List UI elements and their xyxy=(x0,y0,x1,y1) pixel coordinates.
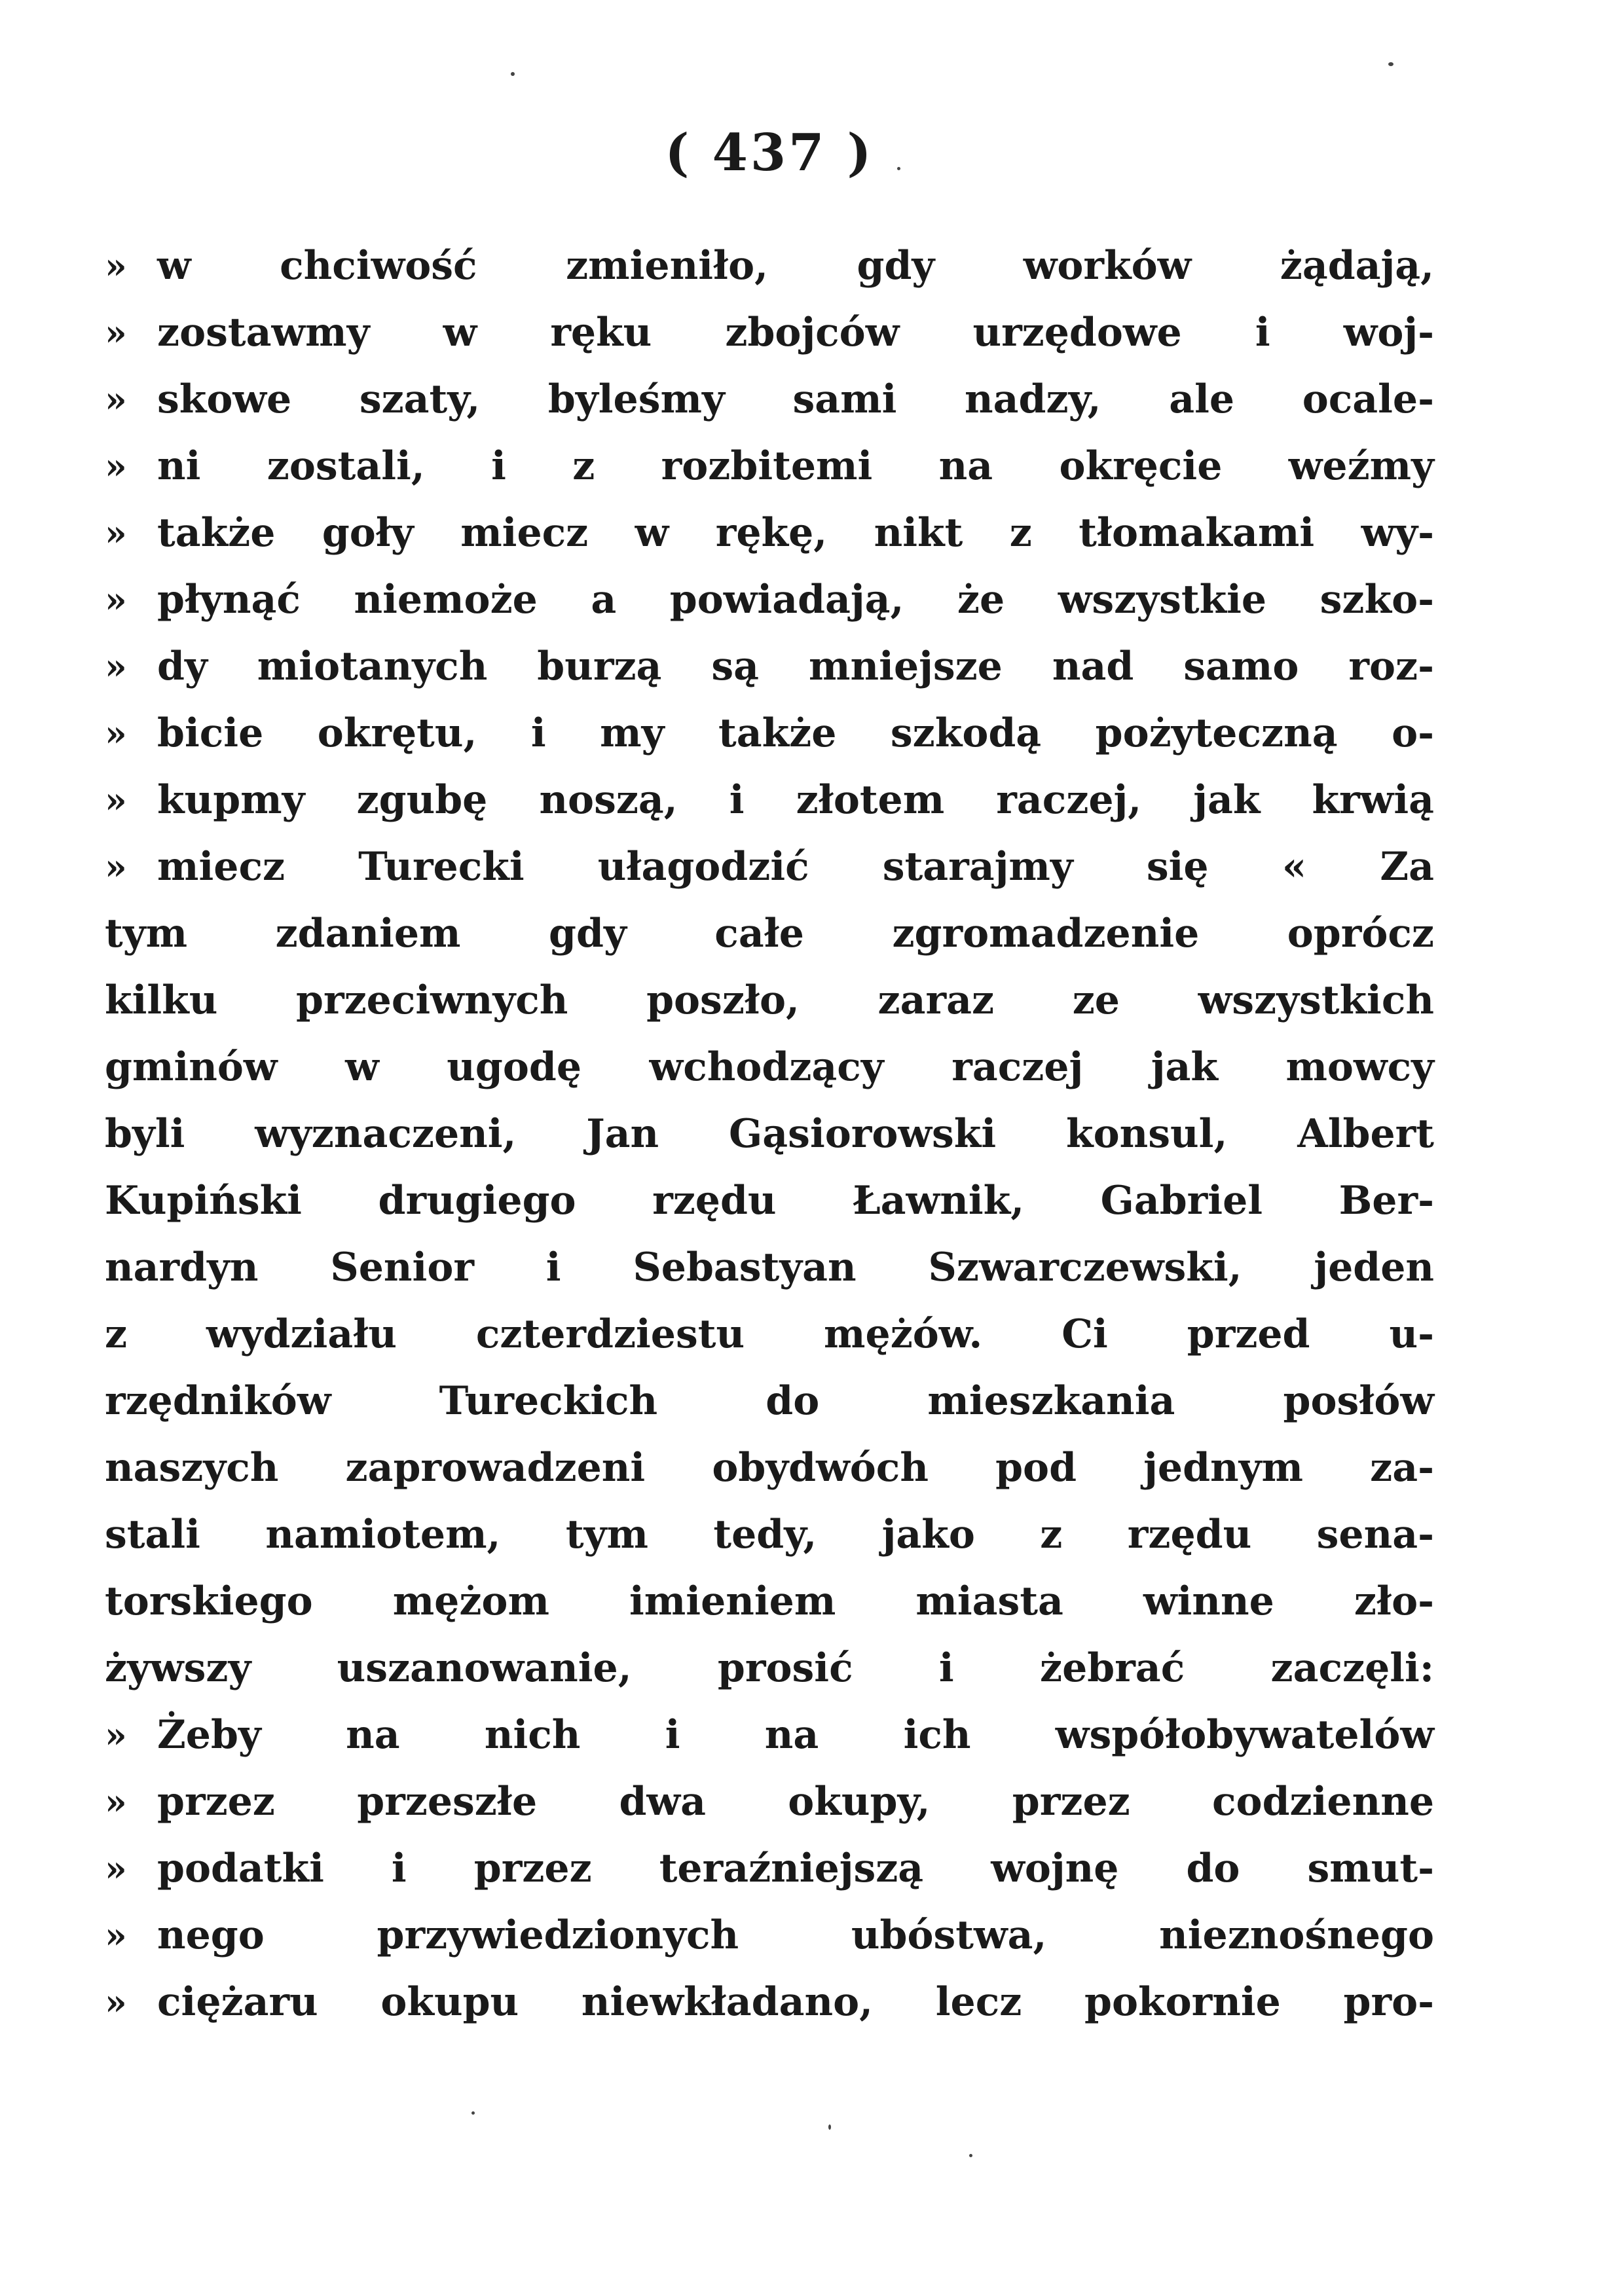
text-line xyxy=(105,1501,1434,1568)
text-line xyxy=(105,1768,1434,1835)
line-text: ciężaru okupu niewkładano, lecz pokornie pro- xyxy=(157,1979,1434,2025)
quote-mark: » xyxy=(105,579,127,621)
text-line xyxy=(105,633,1434,700)
quote-mark: » xyxy=(105,445,127,487)
line-text: ni zostali, i z rozbitemi na okręcie weźmy xyxy=(157,443,1434,489)
quote-mark: » xyxy=(105,779,127,821)
quote-mark: » xyxy=(105,1914,127,1956)
text-line xyxy=(105,1835,1434,1902)
line-text: podatki i przez teraźniejszą wojnę do smut- xyxy=(157,1846,1434,1891)
body-text xyxy=(105,232,1434,2035)
line-text: naszych zaprowadzeni obydwóch pod jednym za- xyxy=(105,1445,1434,1491)
quote-mark: » xyxy=(105,1848,127,1889)
quote-mark: » xyxy=(105,646,127,687)
line-text: także goły miecz w rękę, nikt z tłomakami wy- xyxy=(157,510,1434,556)
line-text: nego przywiedzionych ubóstwa, nieznośnego xyxy=(157,1912,1434,1958)
text-line xyxy=(105,500,1434,566)
print-speck xyxy=(969,2154,972,2157)
quote-mark: » xyxy=(105,512,127,554)
text-line xyxy=(105,566,1434,633)
line-text: z wydziału czterdziestu mężów. Ci przed u- xyxy=(105,1311,1434,1357)
print-speck xyxy=(511,72,515,76)
text-line xyxy=(105,232,1434,299)
text-line xyxy=(105,1902,1434,1969)
text-line xyxy=(105,433,1434,500)
line-text: stali namiotem, tym tedy, jako z rzędu sena- xyxy=(105,1512,1434,1558)
line-text: w chciwość zmieniło, gdy worków żądają, xyxy=(157,243,1434,289)
text-line xyxy=(105,366,1434,433)
print-speck xyxy=(897,167,900,170)
text-line xyxy=(105,1702,1434,1768)
text-line xyxy=(105,1434,1434,1501)
quote-mark: » xyxy=(105,1981,127,2023)
text-line xyxy=(105,1635,1434,1702)
text-line xyxy=(105,1101,1434,1167)
text-line xyxy=(105,900,1434,967)
text-line xyxy=(105,833,1434,900)
line-text: torskiego mężom imieniem miasta winne zło- xyxy=(105,1578,1434,1624)
line-text: tym zdaniem gdy całe zgromadzenie oprócz xyxy=(105,911,1434,957)
line-text: rzędników Tureckich do mieszkania posłów xyxy=(105,1378,1434,1424)
quote-mark: » xyxy=(105,1714,127,1756)
line-text: gminów w ugodę wchodzący raczej jak mowcy xyxy=(105,1044,1434,1090)
line-text: skowe szaty, byleśmy sami nadzy, ale ocale- xyxy=(157,376,1434,422)
print-speck xyxy=(828,2124,831,2130)
text-line xyxy=(105,1234,1434,1301)
line-text: miecz Turecki ułagodzić starajmy się « Za xyxy=(157,844,1434,890)
text-line xyxy=(105,1368,1434,1434)
quote-mark: » xyxy=(105,846,127,888)
quote-mark: » xyxy=(105,245,127,287)
line-text: Kupiński drugiego rzędu Ławnik, Gabriel Ber- xyxy=(105,1178,1434,1224)
line-text: zostawmy w ręku zbojców urzędowe i woj- xyxy=(157,310,1434,355)
line-text: kupmy zgubę noszą, i złotem raczej, jak krwią xyxy=(157,777,1434,823)
quote-mark: » xyxy=(105,312,127,354)
line-text: żywszy uszanowanie, prosić i żebrać zaczęli: xyxy=(105,1645,1434,1691)
page-number: ( 437 ) xyxy=(665,123,874,183)
text-line xyxy=(105,700,1434,767)
text-line xyxy=(105,1167,1434,1234)
text-line xyxy=(105,1034,1434,1101)
line-text: byli wyznaczeni, Jan Gąsiorowski konsul, Albert xyxy=(105,1111,1434,1157)
quote-mark: » xyxy=(105,1781,127,1823)
text-line xyxy=(105,299,1434,366)
text-line xyxy=(105,767,1434,833)
text-line xyxy=(105,1969,1434,2035)
line-text: nardyn Senior i Sebastyan Szwarczewski, jeden xyxy=(105,1245,1434,1290)
text-line xyxy=(105,967,1434,1034)
line-text: dy miotanych burzą są mniejsze nad samo roz- xyxy=(157,644,1434,689)
line-text: bicie okrętu, i my także szkodą pożyteczną o- xyxy=(157,710,1434,756)
text-line xyxy=(105,1568,1434,1635)
line-text: Żeby na nich i na ich współobywatelów xyxy=(157,1712,1434,1758)
quote-mark: » xyxy=(105,712,127,754)
line-text: przez przeszłe dwa okupy, przez codzienne xyxy=(157,1779,1434,1825)
quote-mark: » xyxy=(105,378,127,420)
print-speck xyxy=(471,2111,475,2115)
print-speck xyxy=(1388,62,1393,66)
line-text: kilku przeciwnych poszło, zaraz ze wszystkich xyxy=(105,977,1434,1023)
text-line xyxy=(105,1301,1434,1368)
line-text: płynąć niemoże a powiadają, że wszystkie szko- xyxy=(157,577,1434,623)
